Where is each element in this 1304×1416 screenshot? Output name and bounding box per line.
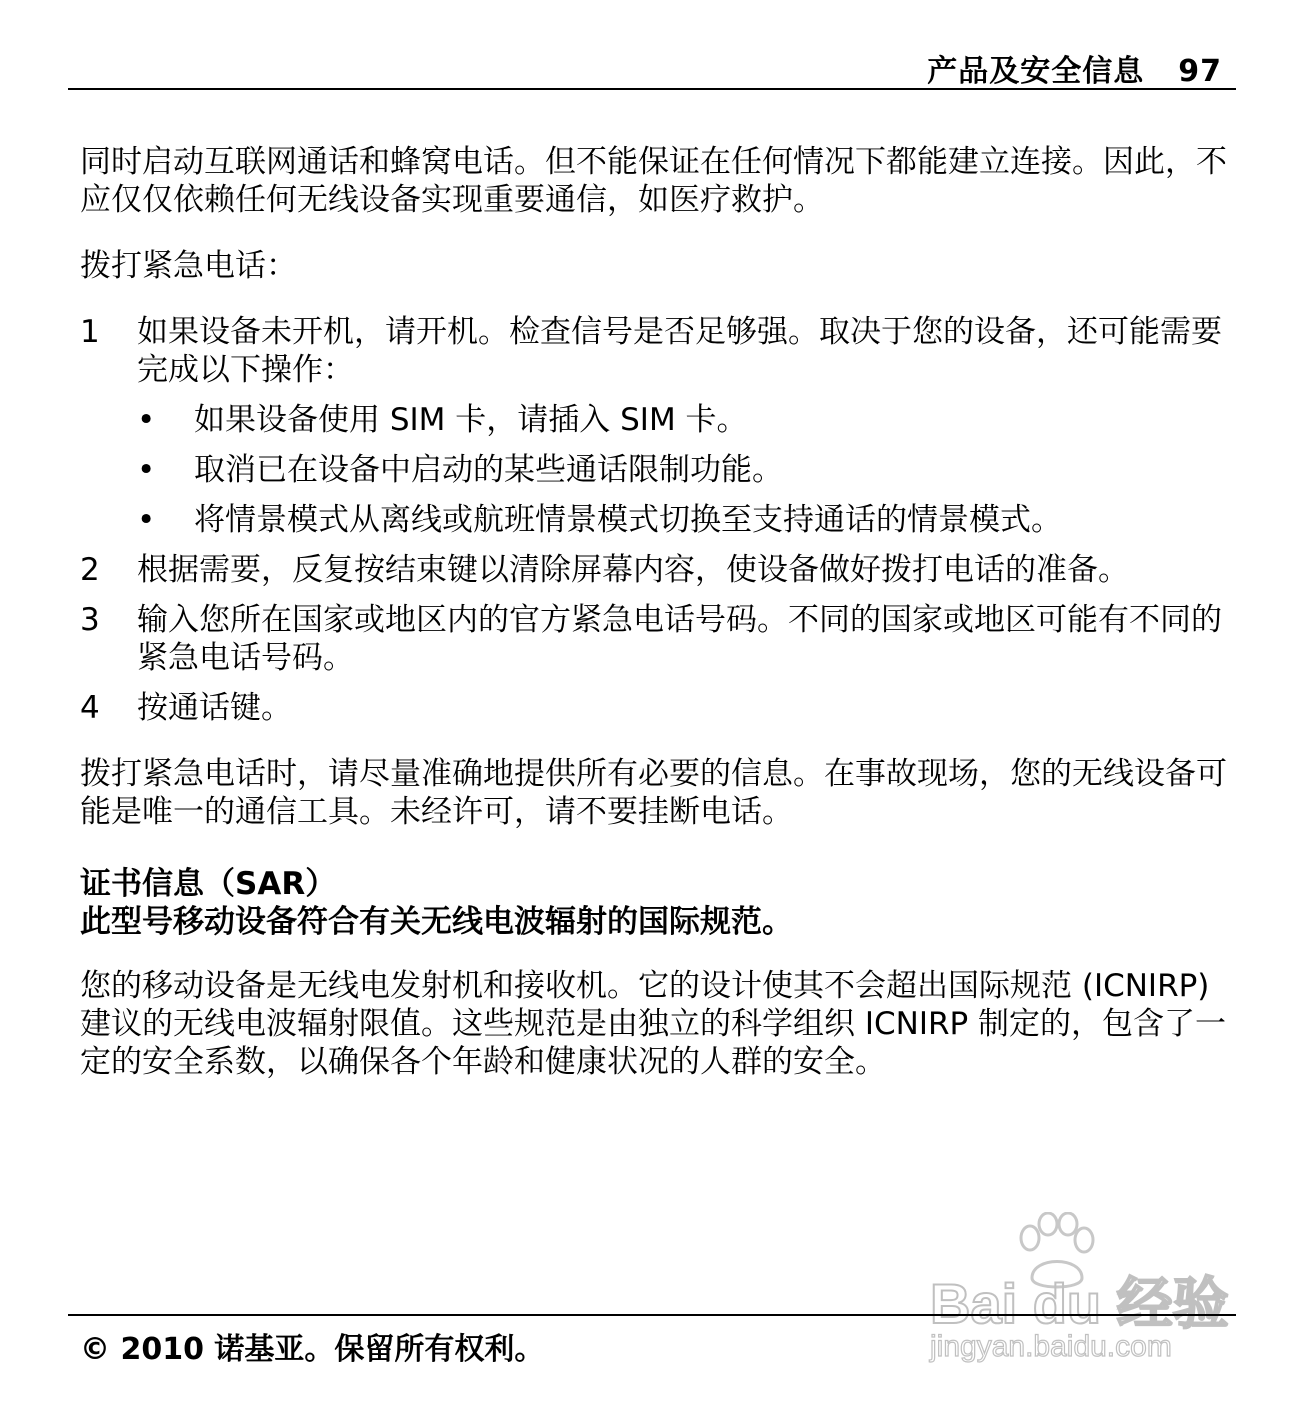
step-1-bullets [80, 401, 1230, 539]
step-text: 如果设备未开机，请开机。检查信号是否足够强。取决于您的设备，还可能需要完成以下操作： [137, 314, 1222, 388]
step-number: 4 [80, 690, 100, 726]
step-2 [80, 551, 1230, 589]
bullet-icon: • [137, 502, 156, 538]
baidu-jingyan-watermark [900, 1212, 1240, 1392]
header-title [927, 46, 1222, 90]
page-header [68, 46, 1236, 90]
section-title: 产品及安全信息 [927, 54, 1145, 89]
sar-heading: 证书信息（SAR） [80, 866, 337, 902]
watermark-url: jingyan.baidu.com [930, 1330, 1172, 1363]
copyright-text: © 2010 诺基亚。保留所有权利。 [80, 1332, 545, 1367]
bullet-text: 取消已在设备中启动的某些通话限制功能。 [194, 452, 783, 488]
step-text: 根据需要，反复按结束键以清除屏幕内容，使设备做好拨打电话的准备。 [137, 552, 1129, 588]
step-1 [80, 313, 1230, 389]
sar-subheading: 此型号移动设备符合有关无线电波辐射的国际规范。 [80, 904, 793, 940]
closing-paragraph: 拨打紧急电话时，请尽量准确地提供所有必要的信息。在事故现场，您的无线设备可能是唯一的通信工具。未经许可，请不要挂断电话。 [80, 756, 1227, 830]
step-number: 3 [80, 602, 100, 638]
step-text: 按通话键。 [137, 690, 292, 726]
bullet-item [80, 451, 1230, 489]
bullet-icon: • [137, 452, 156, 488]
step-text: 输入您所在国家或地区内的官方紧急电话号码。不同的国家或地区可能有不同的紧急电话号码。 [137, 602, 1222, 676]
step-3 [80, 601, 1230, 677]
step-4 [80, 689, 1230, 727]
bullet-text: 如果设备使用 SIM 卡，请插入 SIM 卡。 [194, 402, 748, 438]
page-content [80, 143, 1230, 1081]
step-number: 1 [80, 314, 100, 350]
emergency-call-lead: 拨打紧急电话： [80, 248, 297, 284]
sar-paragraph: 您的移动设备是无线电发射机和接收机。它的设计使其不会超出国际规范 (ICNIRP) 建议的无线电波辐射限值。这些规范是由独立的科学组织 ICNIRP 制定的，包含了一定的安全系数，以确保各个年龄和健康状况的人群的安全。 [80, 968, 1227, 1080]
bullet-item [80, 501, 1230, 539]
bullet-icon: • [137, 402, 156, 438]
page-number: 97 [1178, 54, 1222, 89]
watermark-logo: Bai du 经验 [930, 1272, 1229, 1335]
intro-paragraph: 同时启动互联网通话和蜂窝电话。但不能保证在任何情况下都能建立连接。因此，不应仅仅依赖任何无线设备实现重要通信，如医疗救护。 [80, 144, 1227, 218]
bullet-text: 将情景模式从离线或航班情景模式切换至支持通话的情景模式。 [194, 502, 1062, 538]
step-number: 2 [80, 552, 100, 588]
bullet-item [80, 401, 1230, 439]
